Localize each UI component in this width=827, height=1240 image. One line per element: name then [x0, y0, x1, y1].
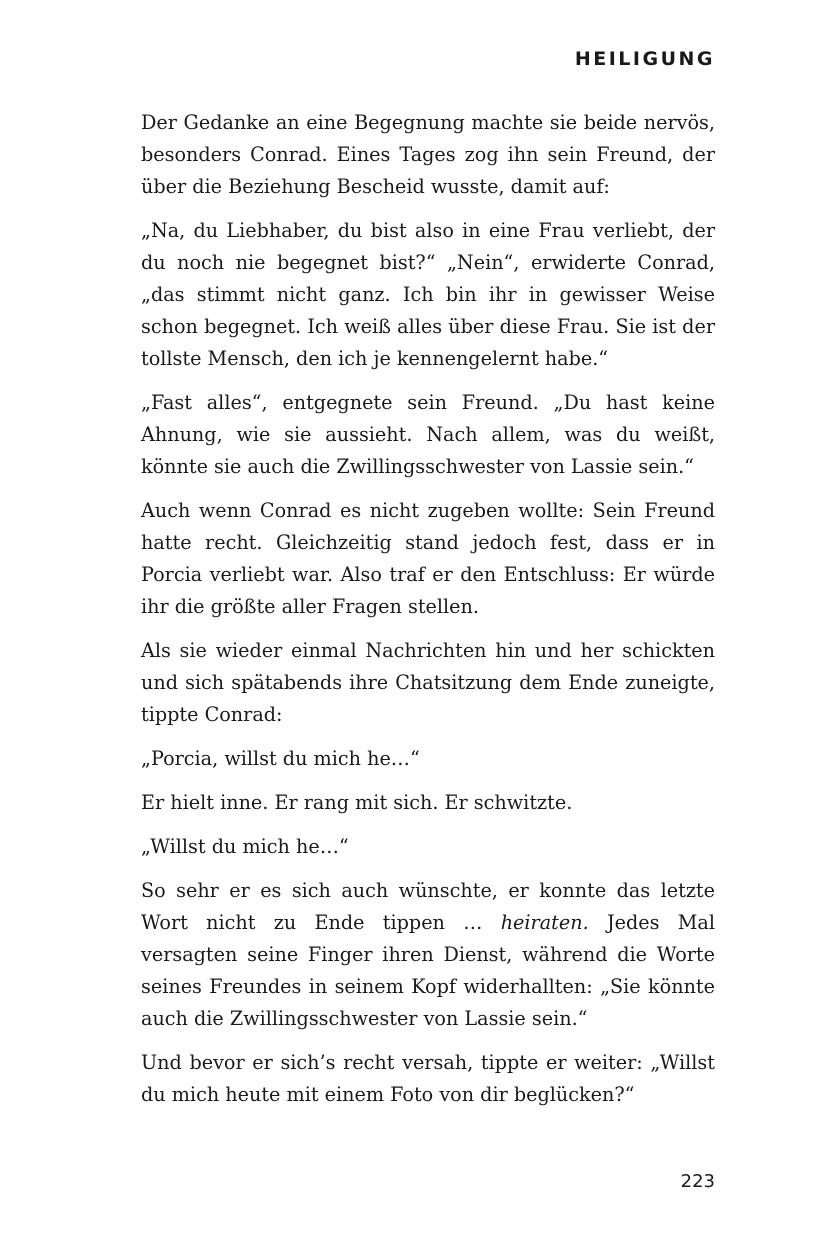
running-head: HEILIGUNG	[574, 48, 715, 70]
paragraph: Auch wenn Conrad es nicht zugeben wollte: Sein Freund hatte recht. Gleichzeitig stand jedoch fest, dass er in Porcia verliebt war. Also traf er den Entschluss: Er würde ihr die größte aller Fragen stellen.	[141, 499, 715, 618]
paragraph: Und bevor er sich’s recht versah, tippte er weiter: „Willst du mich heute mit einem Foto von dir beglücken?“	[141, 1051, 715, 1106]
paragraph: „Willst du mich he…“	[141, 835, 349, 858]
paragraph: „Na, du Liebhaber, du bist also in eine Frau verliebt, der du noch nie begegnet bist?“ „Nein“, erwiderte Conrad, „das stimmt nicht ganz. Ich bin ihr in gewisser Weise schon begegnet. Ich weiß alles über diese Frau. Sie ist der tollste Mensch, den ich je kennengelernt habe.“	[141, 219, 715, 370]
emphasized-word: heiraten.	[500, 911, 589, 934]
page-number: 223	[680, 1171, 715, 1192]
paragraph: „Fast alles“, entgegnete sein Freund. „Du hast keine Ahnung, wie sie aussieht. Nach allem, was du weißt, könnte sie auch die Zwillingsschwester von Lassie sein.“	[141, 391, 715, 478]
paragraph-segment: So sehr er es sich auch wünschte, er konnte das letzte Wort nicht zu Ende tippen …	[141, 879, 715, 934]
paragraph: „Porcia, willst du mich he…“	[141, 747, 420, 770]
paragraph: Als sie wieder einmal Nachrichten hin und her schickten und sich spätabends ihre Chatsitzung dem Ende zuneigte, tippte Conrad:	[141, 639, 715, 726]
paragraph-segment: Jedes Mal versagten seine Finger ihren Dienst, während die Worte seines Freundes in seinem Kopf widerhallten: „Sie könnte auch die Zwillingsschwester von Lassie sein.“	[141, 911, 716, 1030]
paragraph: Er hielt inne. Er rang mit sich. Er schwitzte.	[141, 791, 573, 814]
body-text	[141, 107, 715, 1123]
paragraph-with-emphasis	[141, 875, 715, 1035]
paragraph: Der Gedanke an eine Begegnung machte sie beide nervös, besonders Conrad. Eines Tages zog ihn sein Freund, der über die Beziehung Bescheid wusste, damit auf:	[141, 111, 715, 198]
